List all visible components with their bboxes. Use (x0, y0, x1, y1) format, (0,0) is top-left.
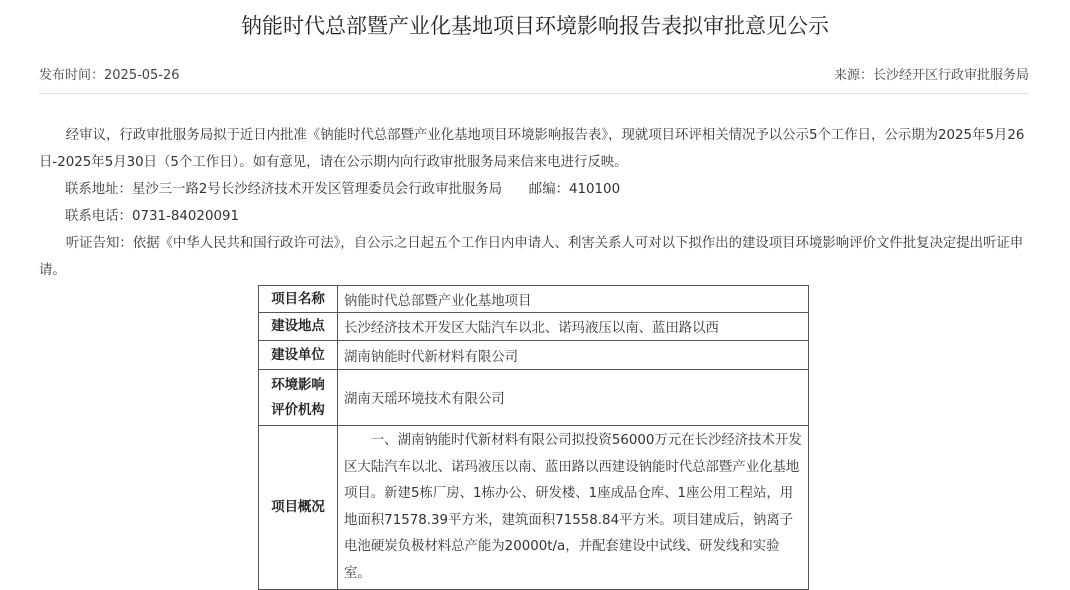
table-row (259, 286, 809, 313)
row-label-eia-agency: 环境影响评价机构 (259, 370, 338, 426)
project-info-table (258, 285, 809, 590)
hearing-notice: 听证告知：依据《中华人民共和国行政许可法》，自公示之日起五个工作日内申请人、利害关系人可对以下拟作出的建设项目环境影响评价文件批复决定提出听证申请。 (39, 236, 1024, 278)
contact-address: 联系地址：星沙三一路2号长沙经济技术开发区管理委员会行政审批服务局 邮编：410100 (65, 182, 621, 197)
table-row (259, 341, 809, 370)
article-body (39, 122, 1029, 284)
row-value-eia-agency: 湖南天瑶环境技术有限公司 (338, 370, 809, 426)
row-value-project-name: 钠能时代总部暨产业化基地项目 (338, 286, 809, 313)
row-label-location: 建设地点 (259, 313, 338, 341)
table-row (259, 426, 809, 590)
row-value-builder: 湖南钠能时代新材料有限公司 (338, 341, 809, 370)
row-label-overview: 项目概况 (259, 426, 338, 590)
article-source: 来源：长沙经开区行政审批服务局 (833, 68, 1029, 83)
publish-time: 发布时间：2025-05-26 (39, 68, 180, 83)
table-row (259, 313, 809, 341)
intro-paragraph: 经审议，行政审批服务局拟于近日内批准《钠能时代总部暨产业化基地项目环境影响报告表》，现就项目环评相关情况予以公示5个工作日，公示期为2025年5月26日-2025年5月30日（5个工作日）。如有意见，请在公示期内向行政审批服务局来信来电进行反映。 (39, 128, 1025, 170)
article-meta (39, 66, 1029, 86)
page-title: 钠能时代总部暨产业化基地项目环境影响报告表拟审批意见公示 (241, 14, 829, 38)
row-value-location: 长沙经济技术开发区大陆汽车以北、诺玛液压以南、蓝田路以西 (338, 313, 809, 341)
row-label-builder: 建设单位 (259, 341, 338, 370)
row-value-overview: 一、湖南钠能时代新材料有限公司拟投资56000万元在长沙经济技术开发区大陆汽车以北、诺玛液压以南、蓝田路以西建设钠能时代总部暨产业化基地项目。新建5栋厂房、1栋办公、研发楼、1座成品仓库、1座公用工程站，用地面积71578.39平方米，建筑面积71558.84平方米。项目建成后，钠离子电池硬炭负极材料总产能为20000t/a，并配套建设中试线、研发线和实验室。 (338, 426, 809, 590)
table-row (259, 370, 809, 426)
contact-phone: 联系电话：0731-84020091 (65, 209, 240, 224)
meta-divider (39, 93, 1029, 94)
row-label-project-name: 项目名称 (259, 286, 338, 313)
